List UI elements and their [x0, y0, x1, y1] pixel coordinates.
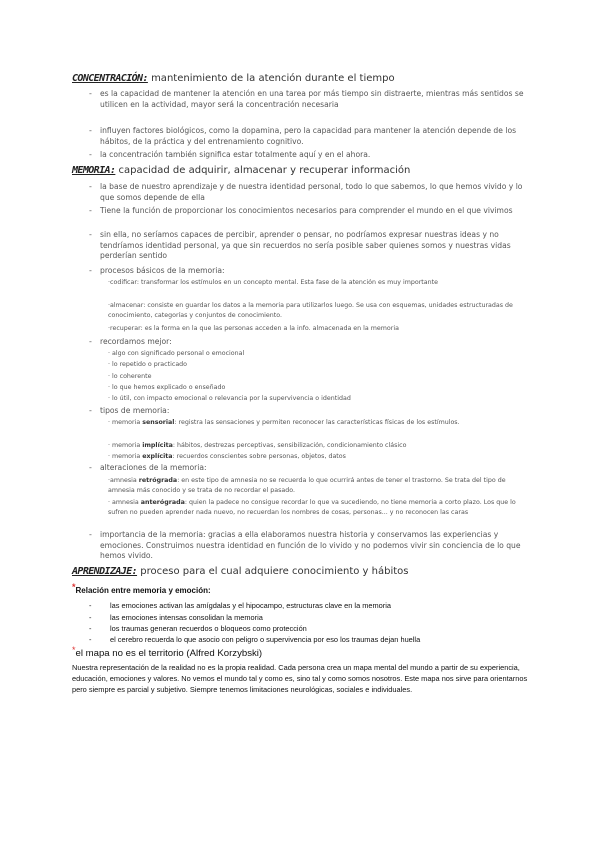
mapa-paragraph: Nuestra representación de la realidad no es la propia realidad. Cada persona crea un mapa mental del mundo a partir de su experiencia, educación, emociones y valores. No vemos el mundo tal y como es, sino tal y como somos nosotros. Este mapa nos sirve para orientarnos pero siempre es parcial y subjetivo. Siempre tenemos limitaciones neurológicas, sociales e individuales.	[72, 663, 528, 694]
memoria-item-importancia: importancia de la memoria: gracias a ella elaboramos nuestra historia y conservamos las experiencias y emociones. Construimos nuestra identidad en función de lo vivido y no podemos vivir sin conciencia de lo que hemos vivido.	[100, 530, 521, 561]
recordamos-item-5: · lo útil, con impacto emocional o relevancia por la supervivencia o identidad	[108, 395, 351, 402]
tipo-keyword: implícita	[142, 442, 173, 449]
mapa-title: el mapa no es el territorio (Alfred Korzybski)	[75, 648, 263, 659]
alteracion-text: : en este tipo de amnesia no se recuerda lo que ocurrirá antes de tener el trastorno. Se trata del tipo de amnesia más conocido y se trata de no recordar el pasado.	[108, 477, 506, 494]
tipo-prefix: · memoria	[108, 442, 143, 449]
relacion-item-4: el cerebro recuerda lo que asocio con peligro o supervivencia por eso los traumas dejan huella	[110, 635, 421, 644]
tipo-implicita	[108, 441, 528, 451]
memoria-item-alteraciones: alteraciones de la memoria:	[100, 463, 207, 472]
memoria-item-recordamos: recordamos mejor:	[100, 337, 172, 346]
concentracion-item-1: es la capacidad de mantener la atención en una tarea por más tiempo sin distraerte, mientras más sentidos se utilicen en la actividad, mayor será la concentración necesaria	[100, 89, 524, 109]
relacion-item-2: las emociones intensas consolidan la memoria	[110, 613, 263, 622]
recordamos-item-2: · lo repetido o practicado	[108, 361, 188, 368]
alteracion-prefix: ·amnesia	[108, 477, 139, 484]
concentracion-title: mantenimiento de la atención durante el tiempo	[147, 73, 395, 84]
concentracion-item-3: la concentración también significa estar totalmente aquí y en el ahora.	[100, 150, 371, 159]
memoria-item-tipos: tipos de memoria:	[100, 406, 170, 415]
tipo-prefix: · memoria	[108, 419, 143, 426]
alteracion-keyword: anterógrada	[140, 499, 185, 506]
tipo-keyword: sensorial	[142, 419, 175, 426]
aprendizaje-heading	[72, 566, 409, 577]
dash-marker: -	[89, 126, 92, 135]
tipo-prefix: · memoria	[108, 453, 143, 460]
asterisk-mark: *	[72, 645, 76, 655]
dash-marker: -	[89, 337, 92, 346]
proceso-codificar: ·codificar: transformar los estímulos en un concepto mental. Esta fase de la atención es muy importante	[108, 279, 438, 286]
relacion-title: Relación entre memoria y emoción:	[75, 586, 211, 595]
dash-marker: -	[89, 266, 92, 275]
dash-marker: -	[89, 230, 92, 239]
dash-marker: -	[89, 601, 92, 610]
tipo-text: : hábitos, destrezas perceptivas, sensibilización, condicionamiento clásico	[172, 442, 407, 449]
concentracion-item-2: influyen factores biológicos, como la dopamina, pero la capacidad para mantener la atención depende de los hábitos, de la práctica y del entrenamiento cognitivo.	[100, 126, 517, 146]
dash-marker: -	[89, 89, 92, 98]
mapa-heading	[72, 645, 263, 659]
recordamos-item-3: · lo coherente	[108, 373, 152, 380]
asterisk-mark: *	[72, 582, 76, 592]
memoria-item-2: Tiene la función de proporcionar los conocimientos necesarios para comprender el mundo en el que vivimos	[100, 206, 513, 215]
concentracion-heading	[72, 73, 395, 84]
concentracion-keyword: CONCENTRACIÓN:	[72, 73, 148, 84]
dash-marker: -	[89, 463, 92, 472]
aprendizaje-title: proceso para el cual adquiere conocimiento y hábitos	[137, 566, 409, 577]
relacion-item-1: las emociones activan las amígdalas y el hipocampo, estructuras clave en la memoria	[110, 601, 391, 610]
dash-marker: -	[89, 206, 92, 215]
tipo-sensorial	[108, 418, 528, 428]
memoria-item-3: sin ella, no seríamos capaces de percibir, aprender o pensar, no podríamos expresar nuestras ideas y no tendríamos identidad personal, ya que sin recuerdos no sería posible saber quienes somos y nuestras vidas perderían sentido	[100, 230, 511, 261]
alteracion-retrograda	[108, 476, 528, 495]
dash-marker: -	[89, 182, 92, 191]
proceso-almacenar: ·almacenar: consiste en guardar los datos a la memoria para utilizarlos luego. Se usa con esquemas, unidades estructuradas de conocimiento, categorías y conjuntos de conocimiento.	[108, 302, 513, 319]
dash-marker: -	[89, 624, 92, 633]
dash-marker: -	[89, 406, 92, 415]
tipo-keyword: explícita	[142, 453, 173, 460]
alteracion-keyword: retrógrada	[138, 477, 178, 484]
memoria-keyword: MEMORIA:	[72, 165, 116, 176]
memoria-title: capacidad de adquirir, almacenar y recuperar información	[115, 165, 411, 176]
memoria-item-procesos: procesos básicos de la memoria:	[100, 266, 225, 275]
memoria-item-1: la base de nuestro aprendizaje y de nuestra identidad personal, todo lo que sabemos, lo que hemos vivido y lo que somos depende de ella	[100, 182, 523, 202]
recordamos-item-1: · algo con significado personal o emocional	[108, 350, 245, 357]
memoria-heading	[72, 165, 410, 176]
recordamos-item-4: · lo que hemos explicado o enseñado	[108, 384, 226, 391]
dash-marker: -	[89, 613, 92, 622]
tipo-text: : registra las sensaciones y permiten reconocer las características físicas de los estímulos.	[174, 419, 460, 426]
aprendizaje-keyword: APRENDIZAJE:	[72, 566, 138, 577]
alteracion-anterograda	[108, 498, 528, 517]
alteracion-prefix: · amnesia	[108, 499, 141, 506]
tipo-explicita	[108, 452, 528, 462]
dash-marker: -	[89, 635, 92, 644]
tipo-text: : recuerdos conscientes sobre personas, objetos, datos	[172, 453, 346, 460]
dash-marker: -	[89, 150, 92, 159]
dash-marker: -	[89, 530, 92, 539]
alteracion-text: : quien la padece no consigue recordar lo que va sucediendo, no tiene memoria a corto plazo. Los que lo sufren no pueden aprender nada nuevo, no recuerdan los nombres de cosas, personas... y no reconocen las caras	[108, 499, 516, 516]
relacion-item-3: los traumas generan recuerdos o bloqueos como protección	[110, 624, 307, 633]
relacion-heading	[72, 582, 211, 595]
proceso-recuperar: ·recuperar: es la forma en la que las personas acceden a la info. almacenada en la memoria	[108, 325, 399, 332]
